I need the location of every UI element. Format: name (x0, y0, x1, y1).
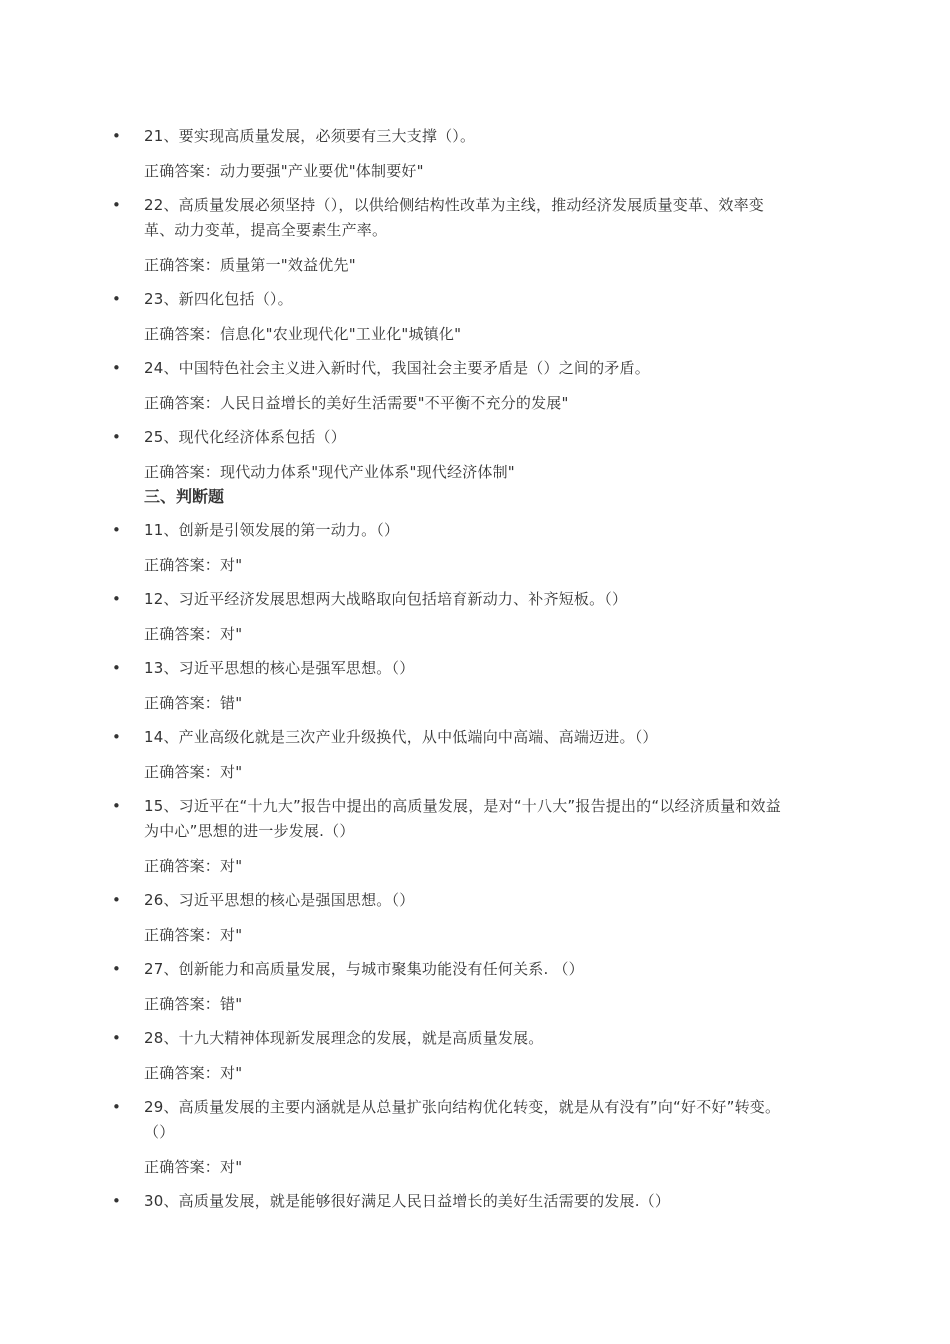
question-text: 26、习近平思想的核心是强国思想。（） (144, 891, 415, 909)
answer-text: 正确答案：对" (144, 763, 243, 781)
bullet-icon: • (112, 359, 121, 377)
list-item (0, 1095, 950, 1180)
list-item (0, 656, 950, 716)
answer-text: 正确答案：质量第一"效益优先" (144, 256, 356, 274)
list-item (0, 124, 950, 184)
answer-text: 正确答案：对" (144, 1064, 243, 1082)
question-text: 11、创新是引领发展的第一动力。（） (144, 521, 400, 539)
bullet-icon: • (112, 891, 121, 909)
answer-text: 正确答案：现代动力体系"现代产业体系"现代经济体制" (144, 463, 515, 481)
list-item (0, 287, 950, 347)
question-text: 13、习近平思想的核心是强军思想。（） (144, 659, 415, 677)
question-text: 25、现代化经济体系包括（） (144, 428, 346, 446)
question-text: 30、高质量发展，就是能够很好满足人民日益增长的美好生活需要的发展.（） (144, 1192, 671, 1210)
bullet-icon: • (112, 728, 121, 746)
answer-text: 正确答案：错" (144, 694, 243, 712)
list-item (0, 725, 950, 785)
answer-text: 正确答案：对" (144, 926, 243, 944)
bullet-icon: • (112, 428, 121, 446)
question-text: 24、中国特色社会主义进入新时代，我国社会主要矛盾是（）之间的矛盾。 (144, 359, 650, 377)
answer-text: 正确答案：对" (144, 857, 243, 875)
bullet-icon: • (112, 590, 121, 608)
bullet-icon: • (112, 127, 121, 145)
question-text: 27、创新能力和高质量发展，与城市聚集功能没有任何关系. （） (144, 960, 584, 978)
list-item (0, 957, 950, 1017)
answer-text: 正确答案：对" (144, 625, 243, 643)
list-item (0, 193, 950, 278)
question-text: 22、高质量发展必须坚持（），以供给侧结构性改革为主线，推动经济发展质量变革、效率变革、动力变革，提高全要素生产率。 (144, 196, 764, 239)
section-heading: 三、判断题 (144, 487, 225, 506)
answer-text: 正确答案：人民日益增长的美好生活需要"不平衡不充分的发展" (144, 394, 569, 412)
bullet-icon: • (112, 196, 121, 214)
list-item (0, 518, 950, 578)
bullet-icon: • (112, 960, 121, 978)
question-text: 29、高质量发展的主要内涵就是从总量扩张向结构优化转变，就是从有没有”向“好不好”转变。（） (144, 1098, 781, 1141)
answer-text: 正确答案：动力要强"产业要优"体制要好" (144, 162, 424, 180)
list-item (0, 425, 950, 485)
list-item (0, 587, 950, 647)
bullet-icon: • (112, 290, 121, 308)
bullet-icon: • (112, 1098, 121, 1116)
question-list-multiple-choice (0, 124, 950, 494)
bullet-icon: • (112, 797, 121, 815)
question-text: 28、十九大精神体现新发展理念的发展，就是高质量发展。 (144, 1029, 544, 1047)
question-list-true-false (0, 518, 950, 1214)
answer-text: 正确答案：信息化"农业现代化"工业化"城镇化" (144, 325, 462, 343)
bullet-icon: • (112, 521, 121, 539)
answer-text: 正确答案：对" (144, 556, 243, 574)
list-item (0, 1189, 950, 1214)
question-text: 23、新四化包括（）。 (144, 290, 293, 308)
list-item (0, 888, 950, 948)
bullet-icon: • (112, 659, 121, 677)
question-text: 15、习近平在“十九大”报告中提出的高质量发展，是对“十八大”报告提出的“以经济质量和效益为中心”思想的进一步发展.（） (144, 797, 781, 840)
question-text: 12、习近平经济发展思想两大战略取向包括培育新动力、补齐短板。（） (144, 590, 628, 608)
answer-text: 正确答案：对" (144, 1158, 243, 1176)
answer-text: 正确答案：错" (144, 995, 243, 1013)
question-text: 21、要实现高质量发展，必须要有三大支撑（）。 (144, 127, 476, 145)
list-item (0, 794, 950, 879)
list-item (0, 1026, 950, 1086)
bullet-icon: • (112, 1029, 121, 1047)
question-text: 14、产业高级化就是三次产业升级换代，从中低端向中高端、高端迈进。（） (144, 728, 658, 746)
list-item (0, 356, 950, 416)
bullet-icon: • (112, 1192, 121, 1210)
